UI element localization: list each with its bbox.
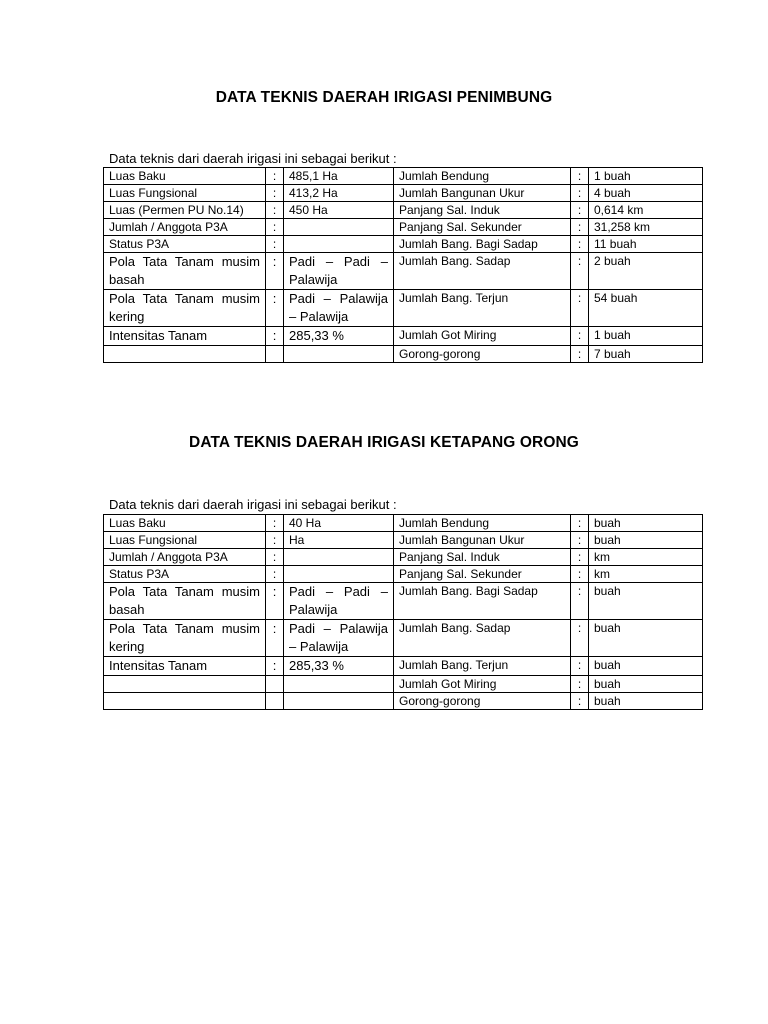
table-row <box>104 202 703 219</box>
row-value-right: buah <box>589 693 703 710</box>
row-value-right: km <box>589 549 703 566</box>
row-label-right: Jumlah Bang. Bagi Sadap <box>394 583 571 620</box>
row-separator-right: : <box>571 657 589 676</box>
row-value <box>284 676 394 693</box>
row-separator <box>266 693 284 710</box>
row-value-right: buah <box>589 657 703 676</box>
row-value-right: buah <box>589 583 703 620</box>
row-separator: : <box>266 566 284 583</box>
row-separator: : <box>266 327 284 346</box>
row-label-right: Jumlah Got Miring <box>394 327 571 346</box>
row-separator-right: : <box>571 219 589 236</box>
row-separator: : <box>266 549 284 566</box>
section1-table <box>103 167 703 363</box>
row-value <box>284 549 394 566</box>
table-row <box>104 168 703 185</box>
table-row <box>104 676 703 693</box>
row-value: Ha <box>284 532 394 549</box>
row-value-right: buah <box>589 515 703 532</box>
row-label-right: Jumlah Bang. Sadap <box>394 253 571 290</box>
row-label <box>104 693 266 710</box>
row-value-right: 7 buah <box>589 346 703 363</box>
table-row <box>104 253 703 290</box>
row-separator: : <box>266 202 284 219</box>
row-label-right: Panjang Sal. Induk <box>394 549 571 566</box>
row-separator-right: : <box>571 185 589 202</box>
row-separator-right: : <box>571 290 589 327</box>
row-separator-right: : <box>571 202 589 219</box>
row-value-right: buah <box>589 620 703 657</box>
row-label: Pola Tata Tanam musim basah <box>104 253 266 290</box>
row-separator: : <box>266 290 284 327</box>
row-separator-right: : <box>571 583 589 620</box>
row-label: Pola Tata Tanam musim kering <box>104 290 266 327</box>
row-separator: : <box>266 620 284 657</box>
table-row <box>104 532 703 549</box>
table-row <box>104 236 703 253</box>
row-label: Intensitas Tanam <box>104 657 266 676</box>
row-value: 40 Ha <box>284 515 394 532</box>
table-row <box>104 219 703 236</box>
row-label: Status P3A <box>104 236 266 253</box>
row-value <box>284 346 394 363</box>
table-row <box>104 583 703 620</box>
row-value <box>284 693 394 710</box>
row-value-right: buah <box>589 676 703 693</box>
row-label-right: Jumlah Bendung <box>394 515 571 532</box>
row-label-right: Gorong-gorong <box>394 693 571 710</box>
table-row <box>104 346 703 363</box>
row-value-right: buah <box>589 532 703 549</box>
row-separator <box>266 346 284 363</box>
row-value-right: 54 buah <box>589 290 703 327</box>
row-label-right: Jumlah Bang. Bagi Sadap <box>394 236 571 253</box>
table-row <box>104 290 703 327</box>
section2-table <box>103 514 703 710</box>
row-label: Luas Fungsional <box>104 532 266 549</box>
row-label: Luas Fungsional <box>104 185 266 202</box>
row-label-right: Jumlah Bang. Terjun <box>394 290 571 327</box>
row-value: Padi – Padi – Palawija <box>284 583 394 620</box>
row-label-right: Jumlah Bang. Sadap <box>394 620 571 657</box>
row-separator-right: : <box>571 566 589 583</box>
row-value-right: 31,258 km <box>589 219 703 236</box>
row-separator-right: : <box>571 168 589 185</box>
row-label-right: Gorong-gorong <box>394 346 571 363</box>
row-label: Status P3A <box>104 566 266 583</box>
row-separator-right: : <box>571 327 589 346</box>
row-separator: : <box>266 532 284 549</box>
row-separator-right: : <box>571 693 589 710</box>
table-row <box>104 327 703 346</box>
row-label-right: Jumlah Bangunan Ukur <box>394 185 571 202</box>
row-separator: : <box>266 219 284 236</box>
row-separator-right: : <box>571 620 589 657</box>
row-separator-right: : <box>571 236 589 253</box>
row-label <box>104 346 266 363</box>
table-row <box>104 620 703 657</box>
row-value-right: 1 buah <box>589 327 703 346</box>
row-value: Padi – Palawija – Palawija <box>284 290 394 327</box>
row-label: Pola Tata Tanam musim kering <box>104 620 266 657</box>
row-separator <box>266 676 284 693</box>
row-separator: : <box>266 515 284 532</box>
table-row <box>104 185 703 202</box>
section2-intro: Data teknis dari daerah irigasi ini sebagai berikut : <box>109 497 397 512</box>
section2-title: DATA TEKNIS DAERAH IRIGASI KETAPANG ORONG <box>189 434 579 451</box>
row-separator-right: : <box>571 676 589 693</box>
table-row <box>104 515 703 532</box>
row-value: 285,33 % <box>284 657 394 676</box>
row-value-right: 4 buah <box>589 185 703 202</box>
row-value: 285,33 % <box>284 327 394 346</box>
row-value <box>284 236 394 253</box>
row-label: Luas Baku <box>104 168 266 185</box>
row-label: Pola Tata Tanam musim basah <box>104 583 266 620</box>
row-separator-right: : <box>571 515 589 532</box>
section1-title: DATA TEKNIS DAERAH IRIGASI PENIMBUNG <box>215 89 553 106</box>
row-label-right: Panjang Sal. Induk <box>394 202 571 219</box>
row-separator: : <box>266 583 284 620</box>
section1-intro: Data teknis dari daerah irigasi ini sebagai berikut : <box>109 151 397 166</box>
row-value <box>284 566 394 583</box>
row-label: Jumlah / Anggota P3A <box>104 549 266 566</box>
row-separator-right: : <box>571 549 589 566</box>
row-value-right: 1 buah <box>589 168 703 185</box>
row-label: Luas (Permen PU No.14) <box>104 202 266 219</box>
table-row <box>104 693 703 710</box>
row-value-right: 11 buah <box>589 236 703 253</box>
row-separator: : <box>266 236 284 253</box>
row-value-right: km <box>589 566 703 583</box>
row-label-right: Jumlah Bangunan Ukur <box>394 532 571 549</box>
row-separator-right: : <box>571 346 589 363</box>
row-separator: : <box>266 168 284 185</box>
row-label-right: Panjang Sal. Sekunder <box>394 566 571 583</box>
row-value: 450 Ha <box>284 202 394 219</box>
row-value: Padi – Padi – Palawija <box>284 253 394 290</box>
row-value: Padi – Palawija – Palawija <box>284 620 394 657</box>
row-label <box>104 676 266 693</box>
table-row <box>104 566 703 583</box>
table-row <box>104 549 703 566</box>
row-separator-right: : <box>571 532 589 549</box>
row-separator: : <box>266 657 284 676</box>
row-label-right: Jumlah Got Miring <box>394 676 571 693</box>
section1-table-body <box>104 168 703 363</box>
row-value-right: 2 buah <box>589 253 703 290</box>
row-value: 413,2 Ha <box>284 185 394 202</box>
row-value-right: 0,614 km <box>589 202 703 219</box>
row-label-right: Jumlah Bendung <box>394 168 571 185</box>
row-label-right: Jumlah Bang. Terjun <box>394 657 571 676</box>
section2-table-body <box>104 515 703 710</box>
row-separator: : <box>266 185 284 202</box>
row-separator: : <box>266 253 284 290</box>
row-label: Luas Baku <box>104 515 266 532</box>
row-value <box>284 219 394 236</box>
row-label: Intensitas Tanam <box>104 327 266 346</box>
row-separator-right: : <box>571 253 589 290</box>
row-label-right: Panjang Sal. Sekunder <box>394 219 571 236</box>
row-label: Jumlah / Anggota P3A <box>104 219 266 236</box>
table-row <box>104 657 703 676</box>
row-value: 485,1 Ha <box>284 168 394 185</box>
